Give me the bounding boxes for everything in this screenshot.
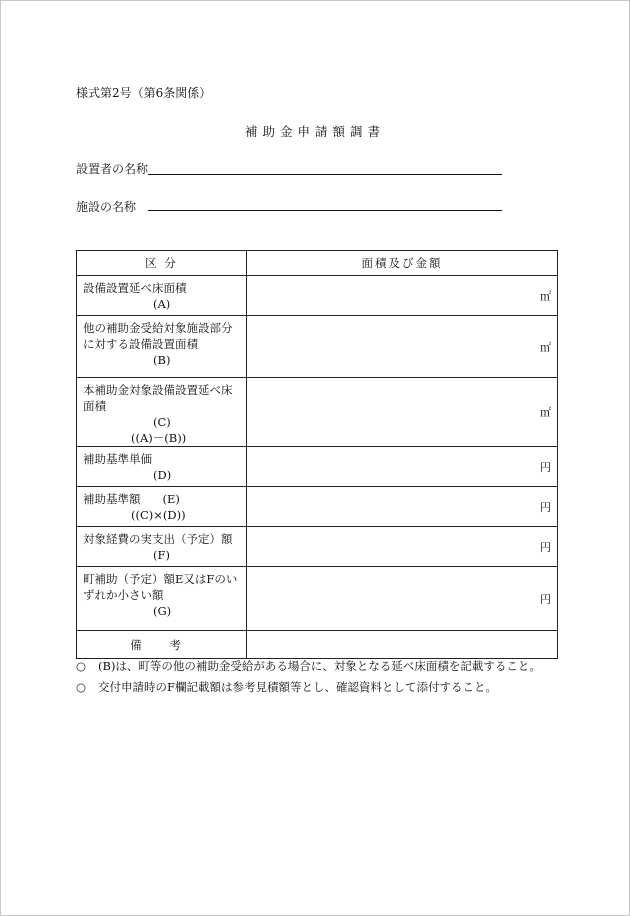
row-b-label: 他の補助金受給対象施設部分に対する設備設置面積 — [83, 321, 233, 351]
row-g-label-cell — [77, 567, 247, 631]
header-amount: 面積及び金額 — [247, 251, 558, 276]
row-a-unit: ㎡ — [540, 289, 551, 303]
subsidy-calculation-table — [76, 250, 558, 659]
row-c-label: 本補助金対象設備設置延べ床面積 — [83, 383, 233, 413]
row-d-code: (D) — [153, 468, 172, 482]
row-g-label: 町補助（予定）額E又はFのいずれか小さい額 — [83, 572, 238, 602]
row-e-label-line — [83, 491, 240, 507]
header-category: 区 分 — [77, 251, 247, 276]
note-text: (B)は、町等の他の補助金受給がある場合に、対象となる延べ床面積を記載すること。 — [98, 659, 541, 673]
facility-name-field — [76, 198, 136, 215]
row-f-label-cell — [77, 527, 247, 567]
row-a-value-cell[interactable] — [247, 276, 558, 316]
row-e-code: (E) — [162, 492, 180, 506]
row-e-label-cell — [77, 487, 247, 527]
row-e-unit: 円 — [540, 500, 551, 514]
installer-name-line[interactable] — [148, 174, 502, 175]
note-bullet: ○ — [76, 659, 87, 673]
table-row-c — [77, 378, 558, 447]
facility-name-label: 施設の名称 — [76, 200, 137, 214]
remarks-value-cell[interactable] — [247, 631, 558, 659]
row-c-value-cell[interactable] — [247, 378, 558, 447]
installer-name-field — [76, 160, 148, 177]
row-g-value-cell[interactable] — [247, 567, 558, 631]
facility-name-line[interactable] — [148, 210, 502, 211]
note-text: 交付申請時のF欄記載額は参考見積額等とし、確認資料として添付すること。 — [98, 680, 497, 694]
row-c-code: (C) — [153, 415, 171, 429]
table-row-f — [77, 527, 558, 567]
row-c-label-cell — [77, 378, 247, 447]
table-row-remarks — [77, 631, 558, 659]
table-row-d — [77, 447, 558, 487]
row-f-value-cell[interactable] — [247, 527, 558, 567]
row-c-unit: ㎡ — [540, 406, 551, 419]
table-row-b — [77, 316, 558, 378]
table-row-e — [77, 487, 558, 527]
note-bullet: ○ — [76, 680, 87, 694]
row-d-label-cell — [77, 447, 247, 487]
row-d-label: 補助基準単価 — [83, 452, 152, 466]
table-row-a — [77, 276, 558, 316]
row-b-label-cell — [77, 316, 247, 378]
table-row-g — [77, 567, 558, 631]
note-item — [76, 656, 541, 677]
document-title: 補助金申請額調書 — [244, 124, 385, 139]
notes — [76, 656, 541, 698]
row-d-unit: 円 — [540, 460, 551, 474]
row-a-label-cell — [77, 276, 247, 316]
form-number: 様式第2号（第6条関係） — [76, 86, 212, 100]
row-b-unit: ㎡ — [540, 340, 551, 354]
row-g-unit: 円 — [540, 592, 551, 606]
row-d-value-cell[interactable] — [247, 447, 558, 487]
remarks-label: 備 考 — [77, 631, 247, 659]
row-f-unit: 円 — [540, 540, 551, 554]
row-e-label: 補助基準額 — [83, 492, 141, 506]
row-b-code: (B) — [153, 353, 171, 367]
installer-name-label: 設置者の名称 — [76, 162, 149, 176]
row-a-label: 設備設置延べ床面積 — [83, 281, 187, 295]
row-g-code: (G) — [153, 604, 172, 618]
row-b-value-cell[interactable] — [247, 316, 558, 378]
row-f-code: (F) — [153, 548, 170, 562]
note-item — [76, 677, 541, 698]
table-header-row — [77, 251, 558, 276]
row-c-formula: ((A)－(B)) — [131, 431, 187, 445]
row-e-value-cell[interactable] — [247, 487, 558, 527]
row-a-code: (A) — [153, 297, 171, 311]
row-e-formula: ((C)×(D)) — [131, 508, 186, 522]
row-f-label: 対象経費の実支出（予定）額 — [83, 532, 233, 546]
